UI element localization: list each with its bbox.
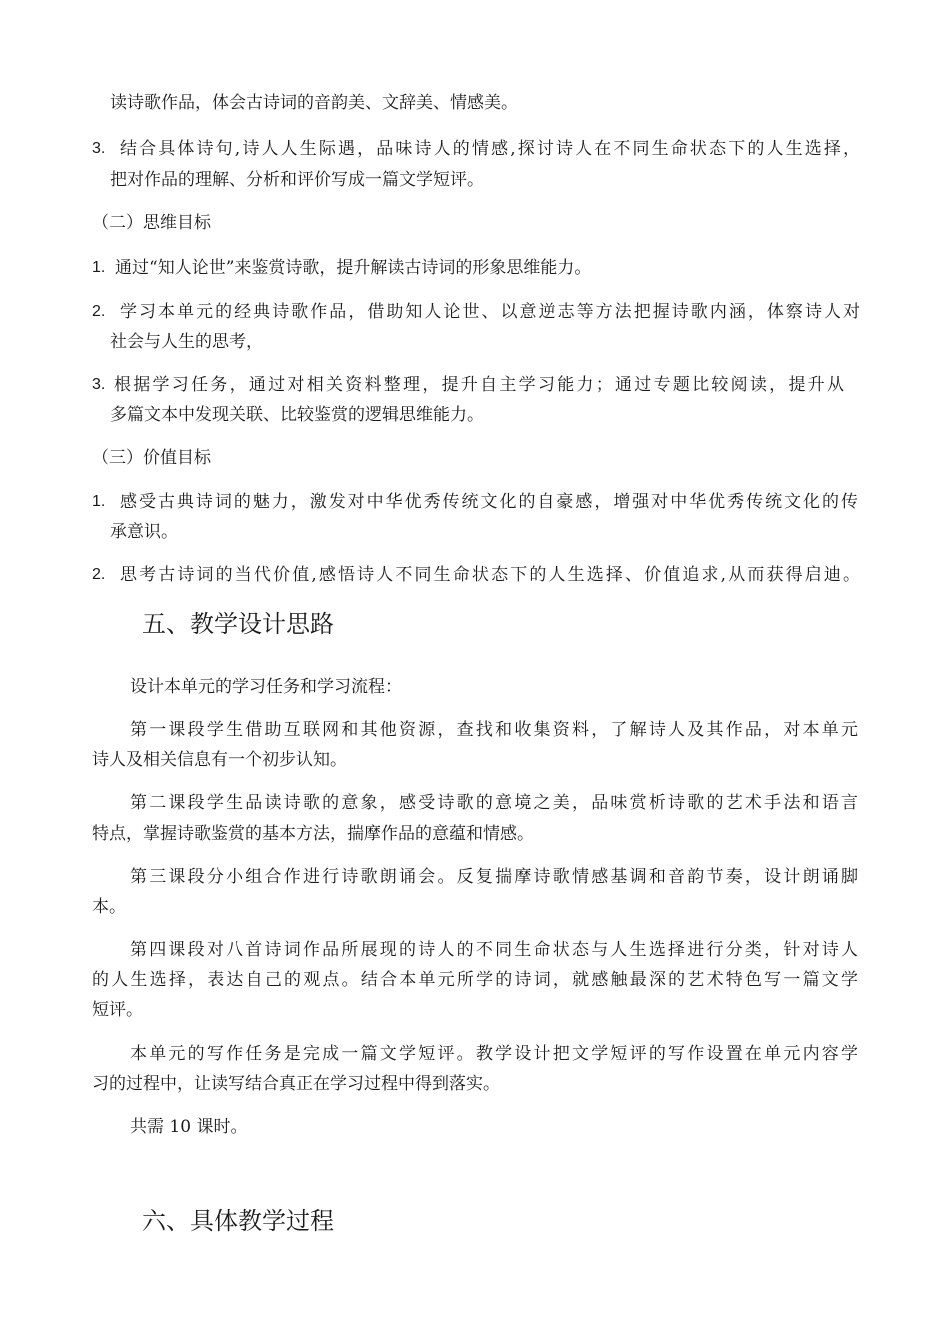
list-number: 3. bbox=[92, 140, 106, 157]
paragraph: 本单元的写作任务是完成一篇文学短评。教学设计把文学短评的写作设置在单元内容学 bbox=[130, 1044, 858, 1064]
subsection-title: （三）价值目标 bbox=[92, 448, 211, 468]
list-item-text: 根据学习任务，通过对相关资料整理，提升自主学习能力；通过专题比较阅读，提升从 bbox=[114, 375, 844, 395]
list-item-text-cont: 承意识。 bbox=[110, 522, 178, 542]
list-item-text: 结合具体诗句,诗人人生际遇，品味诗人的情感,探讨诗人在不同生命状态下的人生选择， bbox=[120, 139, 860, 159]
paragraph-cont: 的人生选择，表达自己的观点。结合本单元所学的诗词，就感触最深的艺术特色写一篇文学 bbox=[92, 970, 858, 990]
paragraph: 第一课段学生借助互联网和其他资源，查找和收集资料，了解诗人及其作品，对本单元 bbox=[130, 720, 858, 740]
list-item-text-cont: 社会与人生的思考， bbox=[110, 332, 263, 352]
paragraph-cont: 特点，掌握诗歌鉴赏的基本方法，揣摩作品的意蕴和情感。 bbox=[92, 824, 534, 844]
subsection-title: （二）思维目标 bbox=[92, 213, 211, 233]
list-item-text: 学习本单元的经典诗歌作品，借助知人论世、以意逆志等方法把握诗歌内涵，体察诗人对 bbox=[120, 302, 860, 322]
paragraph: 第四课段对八首诗词作品所展现的诗人的不同生命状态与人生选择进行分类，针对诗人 bbox=[130, 940, 858, 960]
list-item-text-cont: 把对作品的理解、分析和评价写成一篇文学短评。 bbox=[110, 170, 484, 190]
list-item-text: 思考古诗词的当代价值,感悟诗人不同生命状态下的人生选择、价值追求,从而获得启迪。 bbox=[120, 565, 860, 585]
paragraph-cont: 习的过程中，让读写结合真正在学习过程中得到落实。 bbox=[92, 1074, 500, 1094]
paragraph-cont: 短评。 bbox=[92, 1000, 143, 1020]
paragraph-cont: 诗人及相关信息有一个初步认知。 bbox=[92, 750, 347, 770]
paragraph: 共需 10 课时。 bbox=[130, 1117, 248, 1137]
list-number: 1. bbox=[92, 259, 106, 276]
section-heading: 五、教学设计思路 bbox=[142, 610, 334, 638]
paragraph-cont: 本。 bbox=[92, 897, 126, 917]
list-number: 3. bbox=[92, 376, 106, 393]
paragraph: 第三课段分小组合作进行诗歌朗诵会。反复揣摩诗歌情感基调和音韵节奏，设计朗诵脚 bbox=[130, 867, 858, 887]
list-item-text: 通过“知人论世”来鉴赏诗歌，提升解读古诗词的形象思维能力。 bbox=[115, 258, 592, 278]
list-item-continuation: 读诗歌作品，体会古诗词的音韵美、文辞美、情感美。 bbox=[110, 93, 518, 113]
list-item-text-cont: 多篇文本中发现关联、比较鉴赏的逻辑思维能力。 bbox=[110, 405, 484, 425]
paragraph: 设计本单元的学习任务和学习流程： bbox=[130, 677, 402, 697]
list-number: 2. bbox=[92, 566, 106, 583]
list-item-text: 感受古典诗词的魅力，激发对中华优秀传统文化的自豪感，增强对中华优秀传统文化的传 bbox=[120, 492, 858, 512]
paragraph: 第二课段学生品读诗歌的意象，感受诗歌的意境之美，品味赏析诗歌的艺术手法和语言 bbox=[130, 793, 858, 813]
list-number: 1. bbox=[92, 493, 106, 510]
list-number: 2. bbox=[92, 303, 106, 320]
section-heading: 六、具体教学过程 bbox=[142, 1207, 334, 1235]
